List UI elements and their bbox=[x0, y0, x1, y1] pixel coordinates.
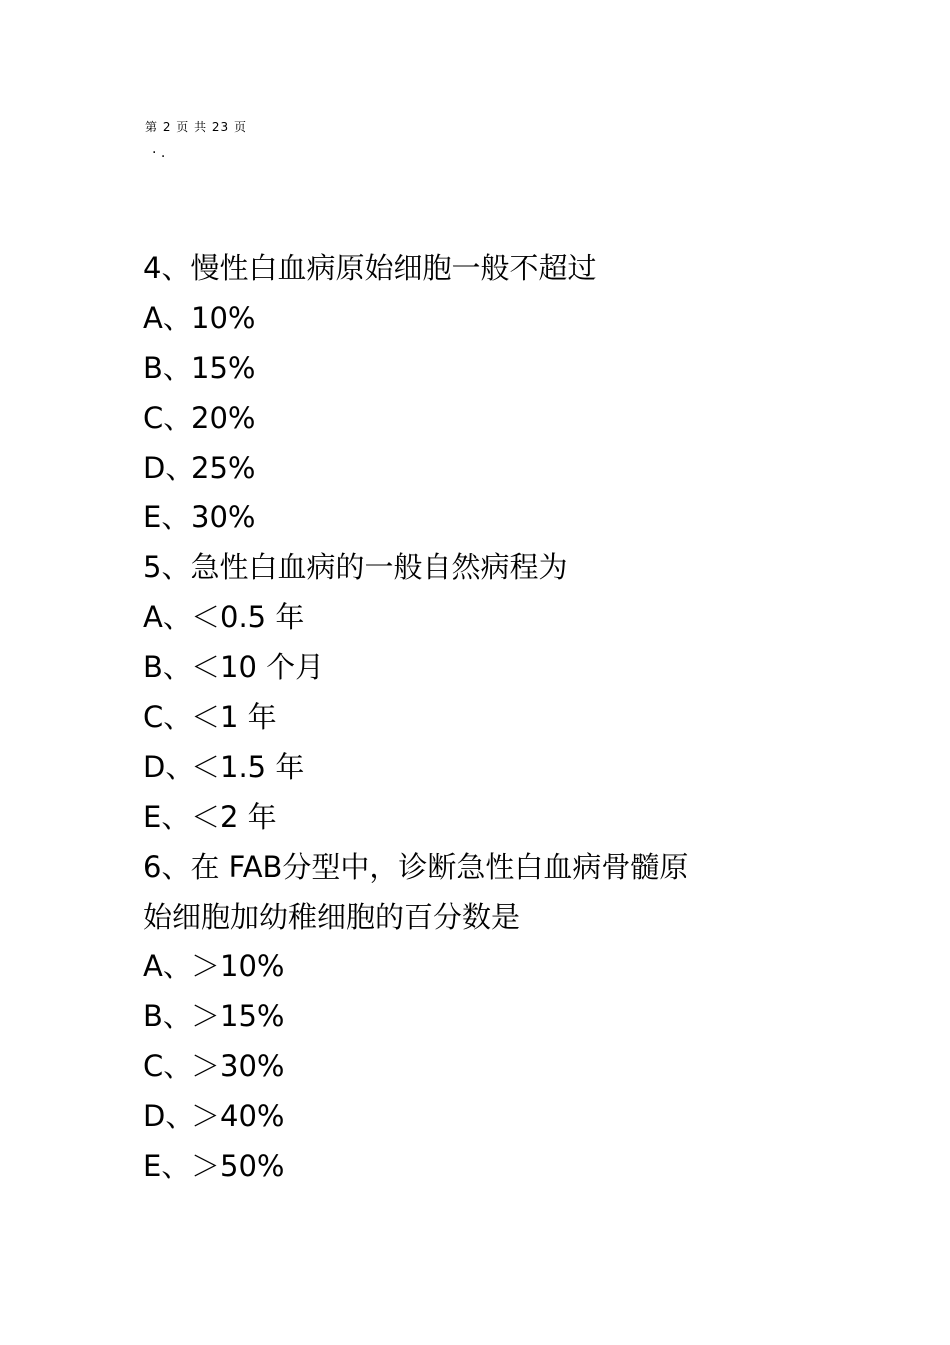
option-c bbox=[143, 394, 783, 444]
option-c bbox=[143, 1042, 783, 1092]
question-6 bbox=[143, 843, 783, 1192]
page-number-header: 第 2 页 共 23 页 bbox=[145, 120, 247, 134]
option-text: ＜10 个月 bbox=[191, 650, 325, 685]
option-text: ＞40% bbox=[191, 1099, 285, 1134]
option-text: 10% bbox=[191, 300, 256, 335]
option-text: ＞30% bbox=[191, 1049, 285, 1084]
option-letter: C、 bbox=[143, 400, 193, 435]
option-letter: D、 bbox=[143, 450, 195, 485]
option-text: ＞10% bbox=[191, 949, 285, 984]
option-text: ＜0.5 年 bbox=[191, 600, 305, 635]
option-text: 20% bbox=[191, 400, 256, 435]
option-text: 30% bbox=[191, 500, 256, 535]
option-text: 25% bbox=[191, 450, 256, 485]
option-letter: E、 bbox=[143, 1149, 191, 1184]
option-d bbox=[143, 743, 783, 793]
option-e bbox=[143, 493, 783, 543]
option-letter: B、 bbox=[143, 999, 192, 1034]
question-stem: 5、急性白血病的一般自然病程为 bbox=[143, 550, 568, 585]
option-text: ＜2 年 bbox=[191, 799, 277, 834]
option-letter: E、 bbox=[143, 500, 191, 535]
question-5 bbox=[143, 543, 783, 842]
question-stem-line-2: 始细胞加幼稚细胞的百分数是 bbox=[143, 899, 521, 934]
option-c bbox=[143, 693, 783, 743]
option-text: ＜1.5 年 bbox=[191, 749, 305, 784]
option-d bbox=[143, 444, 783, 494]
option-letter: D、 bbox=[143, 1099, 195, 1134]
option-b bbox=[143, 344, 783, 394]
option-a bbox=[143, 942, 783, 992]
option-text: 15% bbox=[191, 350, 256, 385]
option-e bbox=[143, 1142, 783, 1192]
option-letter: E、 bbox=[143, 799, 191, 834]
option-letter: C、 bbox=[143, 1049, 193, 1084]
option-b bbox=[143, 992, 783, 1042]
option-text: ＞50% bbox=[191, 1149, 285, 1184]
option-letter: B、 bbox=[143, 650, 192, 685]
option-letter: A、 bbox=[143, 949, 192, 984]
option-a bbox=[143, 294, 783, 344]
option-letter: D、 bbox=[143, 749, 195, 784]
option-b bbox=[143, 643, 783, 693]
question-4 bbox=[143, 244, 783, 543]
option-letter: B、 bbox=[143, 350, 192, 385]
option-d bbox=[143, 1092, 783, 1142]
option-e bbox=[143, 793, 783, 843]
question-stem-line-1: 6、在 FAB分型中，诊断急性白血病骨髓原 bbox=[143, 849, 689, 884]
option-a bbox=[143, 593, 783, 643]
question-stem: 4、慢性白血病原始细胞一般不超过 bbox=[143, 251, 597, 285]
option-letter: C、 bbox=[143, 700, 193, 735]
option-letter: A、 bbox=[143, 600, 192, 635]
option-text: ＞15% bbox=[191, 999, 285, 1034]
option-letter: A、 bbox=[143, 300, 192, 335]
page-marks: · . bbox=[152, 145, 166, 161]
question-list bbox=[143, 244, 783, 1192]
option-text: ＜1 年 bbox=[191, 700, 277, 735]
